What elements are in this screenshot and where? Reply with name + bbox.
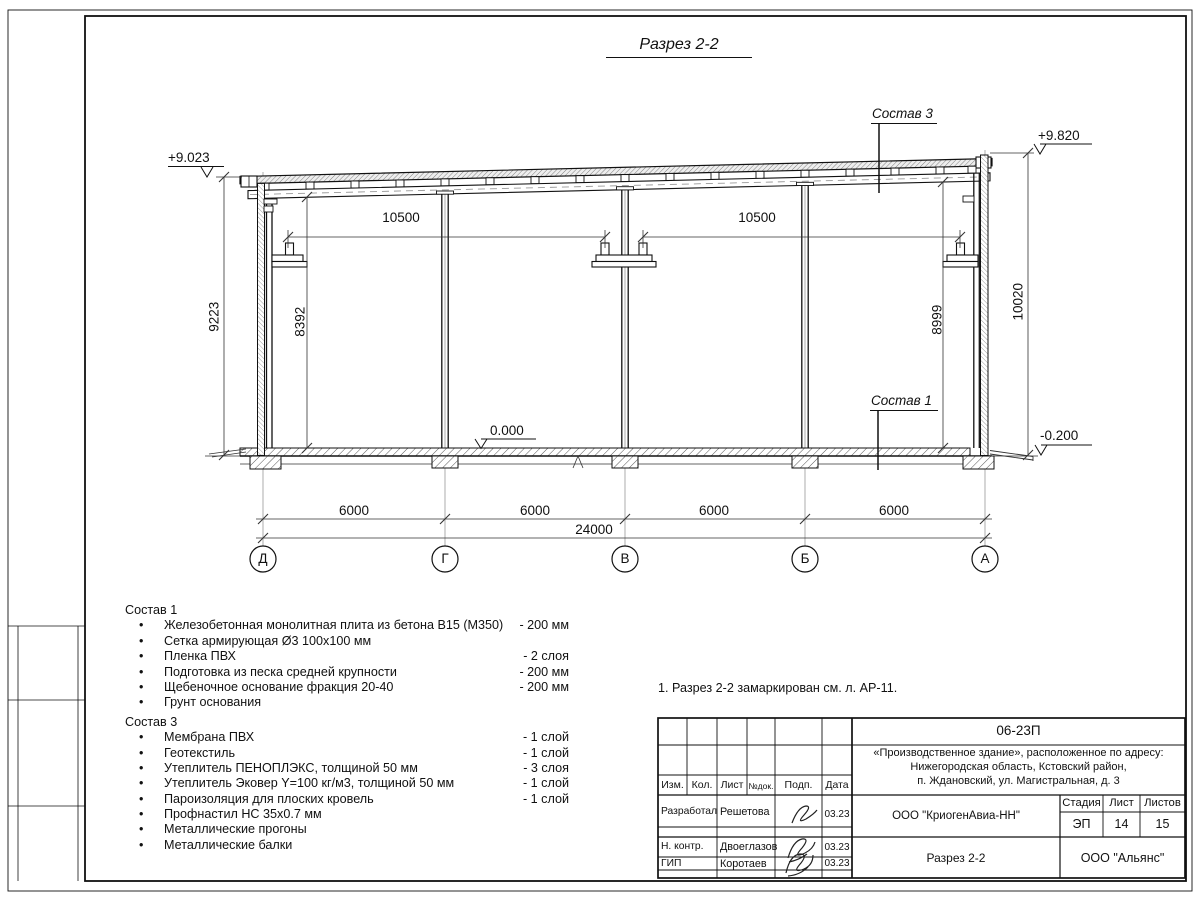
list-item bbox=[125, 680, 569, 695]
titleblock-company: ООО "Альянс" bbox=[1080, 851, 1165, 865]
spec1-item-text: Щебеночное основание фракция 20-40 bbox=[164, 679, 394, 694]
spec1-item-text: Пленка ПВХ bbox=[164, 649, 236, 664]
signatures bbox=[786, 806, 817, 876]
bullet: • bbox=[139, 776, 144, 791]
titleblock-header-kol: Кол. bbox=[691, 779, 713, 791]
titleblock-header-ndok: №док. bbox=[748, 781, 774, 791]
dim-total: 24000 bbox=[575, 522, 613, 537]
elevation-right-top: +9.820 bbox=[1038, 128, 1080, 143]
axis-bubble-a: А bbox=[980, 551, 990, 566]
bullet: • bbox=[139, 760, 144, 775]
dim-bay-1: 6000 bbox=[338, 503, 370, 518]
bullet: • bbox=[139, 695, 144, 710]
titleblock-role-razrabotal: Разработал bbox=[661, 806, 718, 817]
spec3-item-value: - 1 слой bbox=[522, 745, 569, 760]
titleblock-listov-value: 15 bbox=[1155, 817, 1170, 831]
spec1-item-text: Подготовка из песка средней крупности bbox=[164, 664, 397, 679]
elevation-left-top: +9.023 bbox=[168, 150, 210, 165]
spec3-item-value: - 1 слой bbox=[522, 776, 569, 791]
dim-span-right: 10500 bbox=[738, 210, 776, 225]
titleblock-date-2: 03.23 bbox=[824, 842, 850, 853]
titleblock-org: ООО "КриогенАвиа-НН" bbox=[892, 810, 1020, 822]
list-item bbox=[125, 822, 569, 837]
titleblock-header-podp: Подп. bbox=[784, 779, 813, 791]
titleblock-code: 06-23П bbox=[996, 723, 1041, 738]
titleblock-object-line3: п. Ждановский, ул. Магистральная, д. 3 bbox=[917, 775, 1120, 787]
titleblock-stage-value: ЭП bbox=[1072, 817, 1091, 831]
list-item bbox=[125, 761, 569, 776]
bullet: • bbox=[139, 730, 144, 745]
titleblock-stage-label: Стадия bbox=[1062, 797, 1101, 809]
axis-bubble-b: Б bbox=[800, 551, 810, 566]
spec3-item-value: - 1 слой bbox=[522, 730, 569, 745]
dim-bay-2: 6000 bbox=[519, 503, 551, 518]
titleblock-date-1: 03.23 bbox=[824, 809, 850, 820]
list-item bbox=[125, 649, 569, 664]
axis-bubble-d: Д bbox=[258, 551, 268, 566]
titleblock-list-value: 14 bbox=[1114, 817, 1129, 831]
titleblock-header-data: Дата bbox=[825, 779, 849, 791]
axis-lines bbox=[263, 150, 985, 546]
spec1-item-value: - 200 мм bbox=[519, 664, 569, 679]
dim-bay-3: 6000 bbox=[698, 503, 730, 518]
spec1-title: Состав 1 bbox=[125, 603, 178, 617]
bullet: • bbox=[139, 807, 144, 822]
list-item bbox=[125, 730, 569, 745]
titleblock-header-list: Лист bbox=[720, 779, 744, 791]
bullet: • bbox=[139, 745, 144, 760]
spec3-title: Состав 3 bbox=[125, 714, 178, 729]
list-item bbox=[125, 665, 569, 680]
spec1-item-value: - 200 мм bbox=[519, 679, 569, 694]
axis-bubble-v: В bbox=[620, 551, 630, 566]
list-item bbox=[125, 695, 569, 710]
dim-8392: 8392 bbox=[292, 306, 308, 337]
spec3-item-text: Утеплитель ПЕНОПЛЭКС, толщиной 50 мм bbox=[164, 760, 418, 775]
spec1-item-text: Грунт основания bbox=[164, 695, 262, 710]
bullet: • bbox=[139, 664, 144, 679]
spec1-item-text: Сетка армирующая Ø3 100х100 мм bbox=[164, 633, 372, 648]
dim-8999: 8999 bbox=[929, 304, 945, 335]
titleblock-name-dvoeglazov: Двоеглазов bbox=[720, 841, 778, 853]
composition-lists bbox=[125, 603, 569, 853]
titleblock-object-line2: Нижегородская область, Кстовский район, bbox=[910, 761, 1127, 773]
titleblock-date-3: 03.23 bbox=[824, 858, 850, 869]
titleblock-listov-label: Листов bbox=[1144, 797, 1181, 809]
titleblock-header-izm: Изм. bbox=[661, 779, 684, 791]
spec3-item-text: Мембрана ПВХ bbox=[164, 730, 255, 745]
dim-10020: 10020 bbox=[1010, 282, 1026, 321]
bullet: • bbox=[139, 679, 144, 694]
titleblock-object-line1: «Производственное здание», расположенное по адресу: bbox=[873, 747, 1164, 759]
spec3-item-text: Металлические прогоны bbox=[164, 822, 307, 837]
list-item bbox=[125, 807, 569, 822]
signature-razrabotal bbox=[792, 806, 817, 823]
spec3-item-value: - 1 слой bbox=[522, 791, 569, 806]
bullet: • bbox=[139, 618, 144, 633]
dim-9223: 9223 bbox=[206, 301, 222, 332]
leader-label-sostav1: Состав 1 bbox=[871, 393, 932, 408]
drawing-note: 1. Разрез 2-2 замаркирован см. л. АР-11. bbox=[658, 681, 898, 695]
titleblock-name-reshetova: Решетова bbox=[720, 806, 770, 818]
list-item bbox=[125, 838, 569, 853]
spec3-item-text: Профнастил НС 35х0.7 мм bbox=[164, 807, 322, 822]
list-item bbox=[125, 746, 569, 761]
leader-label-sostav3: Состав 3 bbox=[872, 106, 933, 121]
list-item bbox=[125, 792, 569, 807]
spec3-item-value: - 3 слоя bbox=[523, 760, 569, 775]
floor-and-footings bbox=[205, 448, 1038, 469]
dim-bay-4: 6000 bbox=[878, 503, 910, 518]
bullet: • bbox=[139, 822, 144, 837]
spec3-item-text: Металлические балки bbox=[164, 837, 293, 852]
axis-bubble-g: Г bbox=[441, 551, 449, 566]
spec1-item-value: - 2 слоя bbox=[523, 649, 569, 664]
titleblock-doc-name: Разрез 2-2 bbox=[926, 851, 986, 865]
spec1-item-value: - 200 мм bbox=[519, 618, 569, 633]
titleblock-name-korotaev: Коротаев bbox=[720, 858, 767, 870]
bullet: • bbox=[139, 837, 144, 852]
titleblock-list-label: Лист bbox=[1109, 797, 1134, 809]
spec3-item-text: Пароизоляция для плоских кровель bbox=[164, 791, 374, 806]
list-item bbox=[125, 776, 569, 791]
sheet-title: Разрез 2-2 bbox=[606, 37, 752, 58]
bullet: • bbox=[139, 791, 144, 806]
elevation-ground: -0.200 bbox=[1040, 428, 1079, 443]
spec3-item-text: Геотекстиль bbox=[164, 745, 235, 760]
bullet: • bbox=[139, 633, 144, 648]
elevation-floor: 0.000 bbox=[490, 423, 524, 438]
titleblock-role-gip: ГИП bbox=[661, 858, 682, 869]
bullet: • bbox=[139, 649, 144, 664]
spec3-item-text: Утеплитель Эковер Y=100 кг/м3, толщиной 50 мм bbox=[164, 776, 455, 791]
titleblock-role-nkontr: Н. контр. bbox=[661, 841, 704, 852]
list-item bbox=[125, 634, 569, 649]
list-item bbox=[125, 618, 569, 633]
spec1-item-text: Железобетонная монолитная плита из бетона В15 (М350) bbox=[164, 618, 504, 633]
dim-span-left: 10500 bbox=[382, 210, 420, 225]
